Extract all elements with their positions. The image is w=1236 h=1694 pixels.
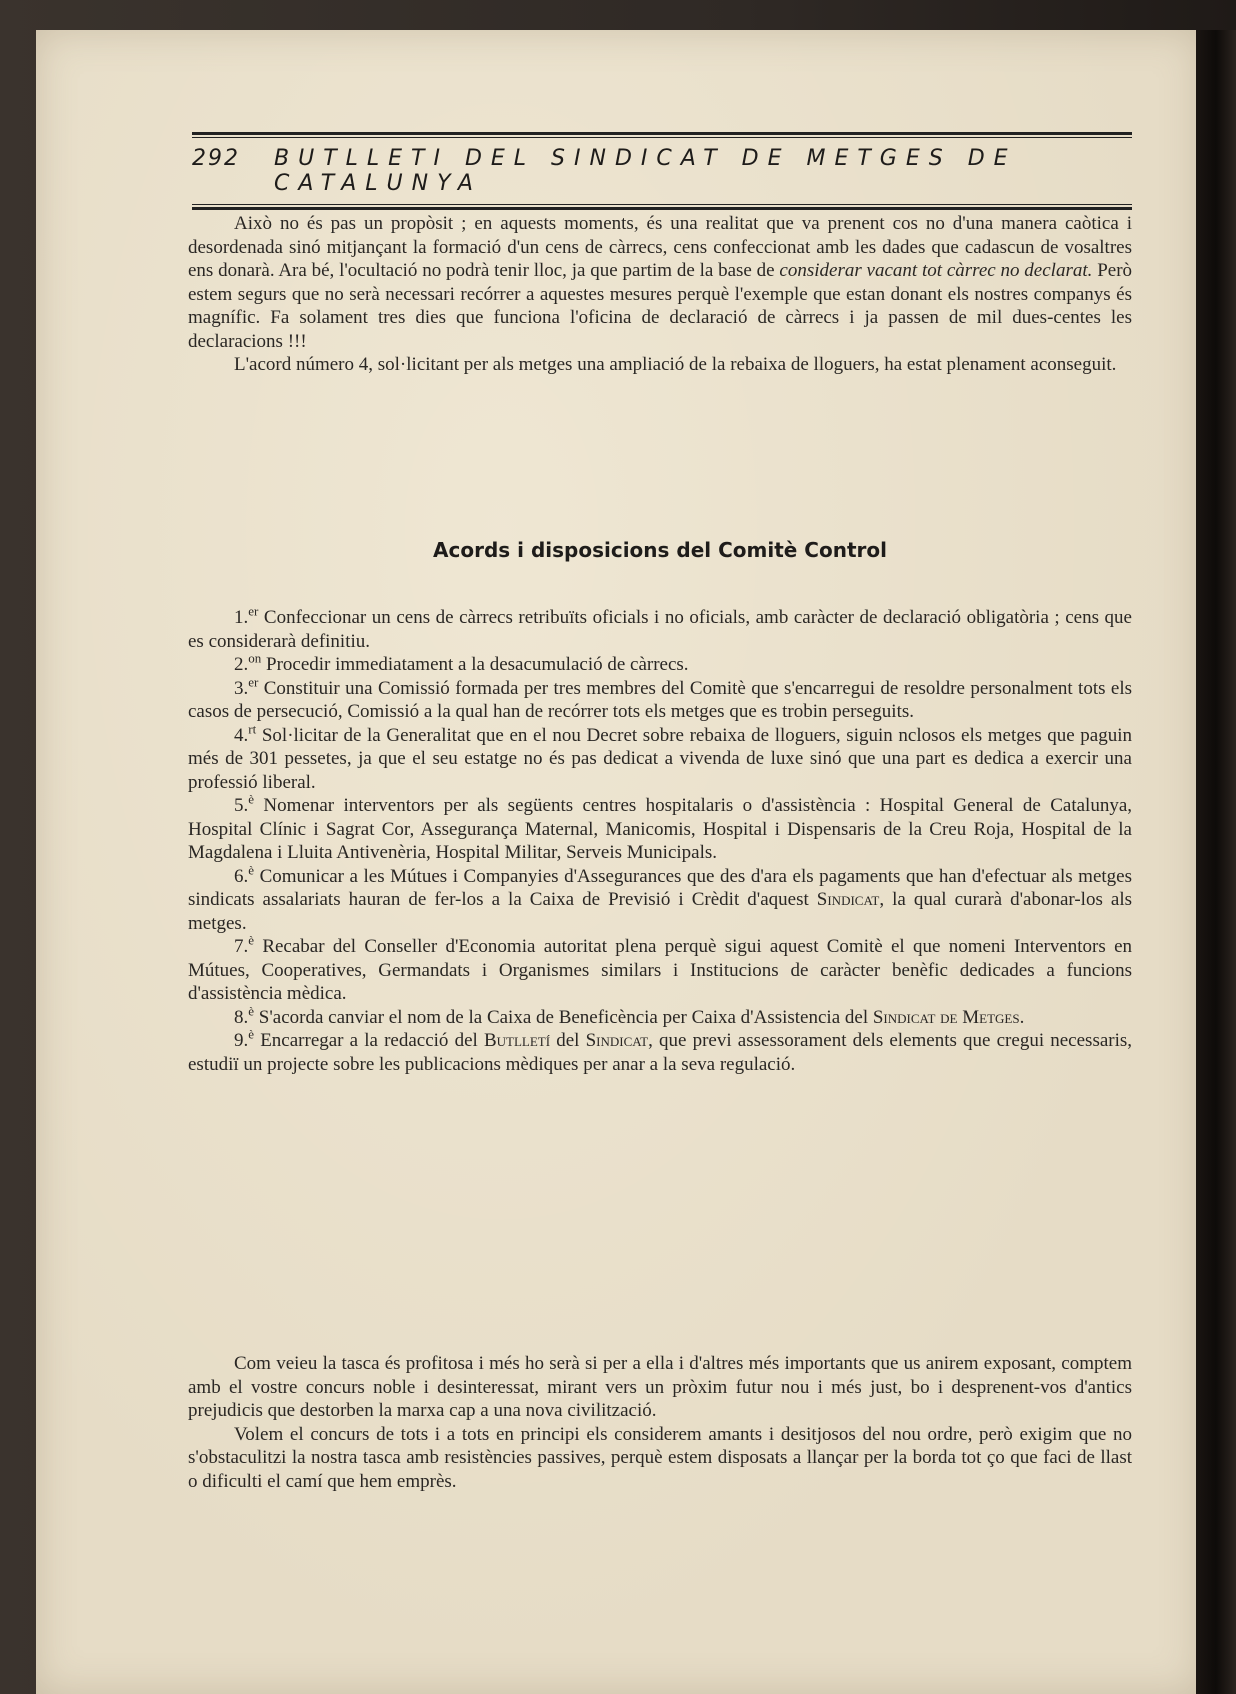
list-item: 1.$^{er}$ Confeccionar un cens de càrrecs retribuïts oficials i no oficials, amb caràcter de declaració obligatòria ; cens que es considerarà definitiu. [188,603,1132,652]
running-header [192,132,1132,210]
intro-text [188,212,1132,377]
closing-text [188,1352,1132,1493]
closing-paragraph-1: Com veieu la tasca és profitosa i més ho serà si per a ella i d'altres més importants que us anirem exposant, comptem amb el vostre concurs noble i desinteressat, mirant vers un pròxim futur nou i més just, bo i desprenent-vos d'antics prejudicis que destorben la marxa cap a una nova civilització. [188,1353,1132,1421]
intro-paragraph-2: L'acord número 4, sol·licitant per als metges una ampliació de la rebaixa de lloguers, ha estat plenament aconseguit. [234,354,1117,375]
intro-paragraph-1: Això no és pas un propòsit ; en aquests moments, és una realitat que va prenent cos no d'una manera caòtica i desordenada sinó mitjançant la formació d'un cens de càrrecs, cens confeccionat amb les dades que cadascun de vosaltres ens donarà. Ara bé, l'ocultació no podrà tenir lloc, ja que partim de la base de considerar vacant tot càrrec no declarat. Però estem segurs que no serà necessari recórrer a aquestes mesures perquè l'exemple que estan donant els nostres companys és magnífic. Fa solament tres dies que funciona l'oficina de declaració de càrrecs i ja passen de mil dues-centes les declaracions !!! [188,213,1133,352]
list-item: 8.$^è$ S'acorda canviar el nom de la Caixa de Beneficència per Caixa d'Assistencia del Sindicat de Metges. [234,1003,1025,1028]
list-item: 4.$^{rt}$ Sol·licitar de la Generalitat que en el nou Decret sobre rebaixa de lloguers, siguin nclosos els metges que paguin més de 301 pessetes, ja que el seu estatge no és pas dedicat a vivenda de luxe sinó que una part es dedica a exercir una professió liberal. [188,721,1133,793]
page-edge-shadow [1196,30,1236,1694]
publication-title: BUTLLETI DEL SINDICAT DE METGES DE CATALUNYA [274,146,1017,196]
list-item: 3.$^{er}$ Constituir una Comissió formada per tres membres del Comitè que s'encarregui de resoldre personalment tots els casos de persecució, Comissió a la qual han de recórrer tots els metges que es trobin perseguits. [188,674,1132,722]
list-item: 7.$^è$ Recabar del Conseller d'Economia autoritat plena perquè sigui aquest Comitè el que nomeni Interventors en Mútues, Cooperatives, Germandats i Organismes similars i Institucions de caràcter benèfic dedicades a funcions d'assistència mèdica. [188,932,1133,1004]
resolutions-list [188,603,1133,1076]
header-rule-bottom-thin [192,204,1132,205]
list-item: 2.$^{on}$ Procedir immediatament a la desacumulació de càrrecs. [234,650,689,675]
list-item: 5.$^è$ Nomenar interventors per als següents centres hospitalaris o d'assistència : Hospital General de Catalunya, Hospital Clínic i Sagrat Cor, Assegurança Maternal, Manicomis, Hospital i Dispensaris de la Creu Roja, Hospital de la Magdalena i Lluita Antivenèria, Hospital Militar, Serveis Municipals. [188,791,1132,863]
section-heading: Acords i disposicions del Comitè Control [433,538,887,562]
closing-paragraph-2: Volem el concurs de tots i a tots en principi els considerem amants i desitjosos del nou ordre, però exigim que no s'obstaculitzi la nostra tasca amb resistències passives, perquè estem disposats a llançar per la borda tot ço que faci de llast o dificulti el camí que hem emprès. [188,1423,1132,1492]
header-rule-bottom [192,207,1132,210]
list-item: 6.$^è$ Comunicar a les Mútues i Companyies d'Assegurances que des d'ara els pagaments que han d'efectuar als metges sindicats assalariats hauran de fer-los a la Caixa de Previsió i Crèdit d'aquest Sindicat, la qual curarà d'abonar-los als metges. [188,862,1133,934]
header-rule-top [192,132,1132,135]
list-item: 9.$^è$ Encarregar a la redacció del Butlletí del Sindicat, que previ assessorament dels elements que cregui necessaris, estudiï un projecte sobre les publicacions mèdiques per anar a la seva regulació. [188,1026,1133,1075]
page-number: 292 [192,146,240,171]
